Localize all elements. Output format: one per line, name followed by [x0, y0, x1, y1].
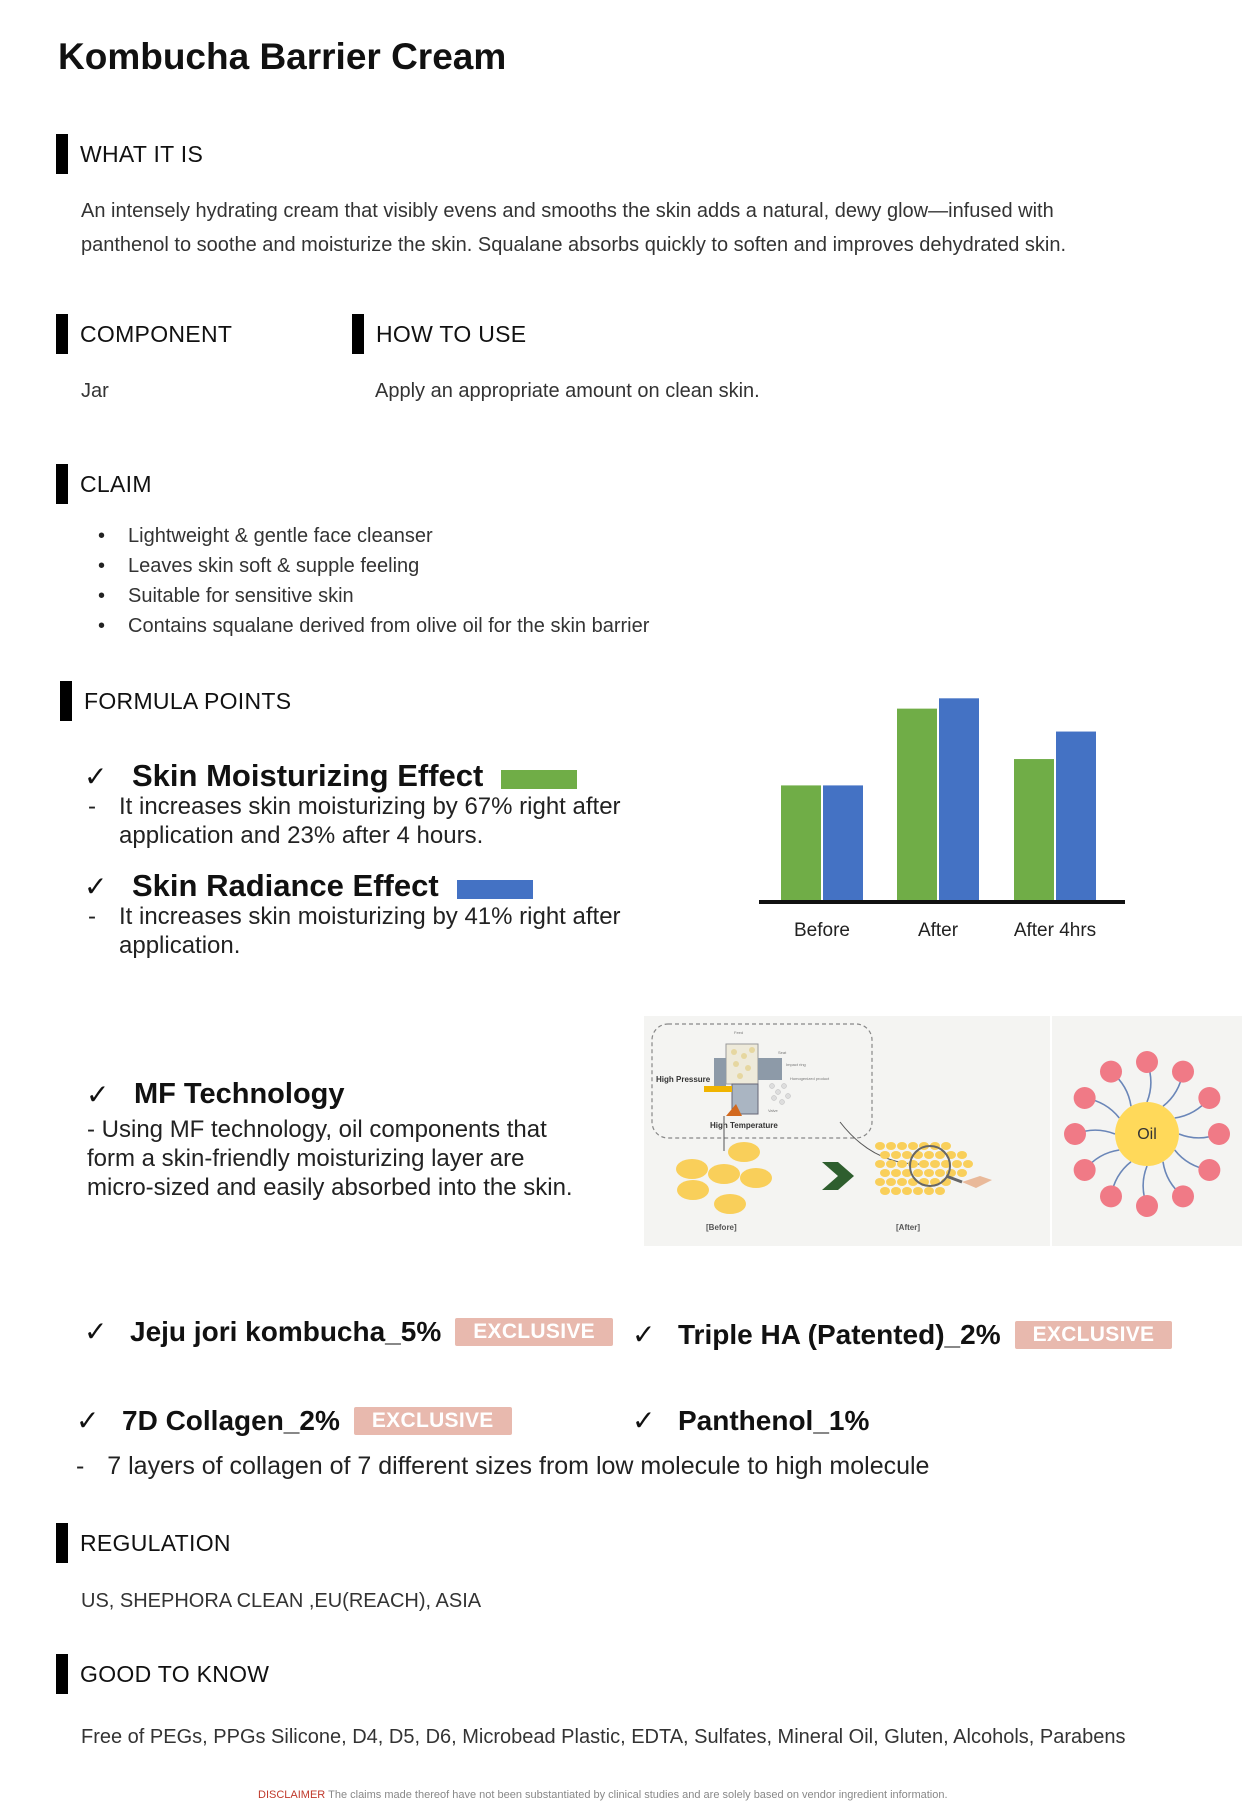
micelle-head: [1208, 1123, 1230, 1145]
section-label: COMPONENT: [80, 320, 233, 347]
claim-item: • Leaves skin soft & supple feeling: [98, 551, 649, 581]
radiance-line-1: It increases skin moisturizing by 41% right after: [119, 903, 621, 930]
small-droplet: [913, 1169, 923, 1177]
label-valve: Valve: [768, 1108, 778, 1113]
radiance-effect-heading: [84, 868, 533, 904]
pressure-arrow: [704, 1086, 732, 1092]
label-high-temperature: High Temperature: [710, 1121, 778, 1130]
small-droplet: [941, 1142, 951, 1150]
small-droplet: [919, 1160, 929, 1168]
small-droplet: [897, 1142, 907, 1150]
disclaimer-text: The claims made thereof have not been substantiated by clinical studies and are solely based on vendor ingredient information.: [328, 1789, 948, 1801]
claim-list: [98, 521, 649, 641]
disclaimer-label: DISCLAIMER: [258, 1789, 326, 1801]
small-droplet: [891, 1187, 901, 1195]
chart-bar-before-series-1: [781, 785, 821, 900]
collagen-description: [76, 1452, 929, 1481]
blue-legend-swatch: [457, 880, 533, 899]
small-droplet: [875, 1142, 885, 1150]
ingredient-collagen: [76, 1404, 512, 1437]
label-after: [After]: [896, 1223, 920, 1232]
ingredient-triple-ha: [632, 1318, 1172, 1351]
disclaimer: [258, 1789, 948, 1801]
small-droplet: [875, 1178, 885, 1186]
micelle-head: [1136, 1051, 1158, 1073]
section-label: REGULATION: [80, 1529, 231, 1556]
dash-bullet: -: [76, 1452, 85, 1480]
chart-bar-after-series-1: [897, 709, 937, 900]
micelle-head: [1100, 1061, 1122, 1083]
moisturizing-bar-chart: [756, 680, 1136, 950]
label-feed: Feed: [734, 1030, 744, 1035]
small-droplet: [891, 1151, 901, 1159]
small-droplet: [880, 1151, 890, 1159]
machine-part-right: [758, 1058, 782, 1080]
small-droplet: [924, 1151, 934, 1159]
good-to-know-value: Free of PEGs, PPGs Silicone, D4, D5, D6, Microbead Plastic, EDTA, Sulfates, Mineral Oil, Gluten, Alcohols, Parabens: [81, 1726, 1126, 1748]
section-label: FORMULA POINTS: [84, 687, 292, 714]
micelle-head: [1172, 1185, 1194, 1207]
small-droplet: [880, 1187, 890, 1195]
section-marker: [352, 314, 364, 354]
small-droplet: [886, 1142, 896, 1150]
description-line-1: An intensely hydrating cream that visibly evens and smooths the skin adds a natural, dewy glow—infused with: [81, 200, 1054, 222]
section-marker: [56, 1523, 68, 1563]
small-droplet: [924, 1169, 934, 1177]
component-value: Jar: [81, 380, 109, 402]
micelle-head: [1074, 1159, 1096, 1181]
check-icon: ✓: [632, 1405, 656, 1436]
micelle-head: [1136, 1195, 1158, 1217]
ingredient-panthenol: [632, 1404, 869, 1437]
ingredient-name: Jeju jori kombucha_5%: [130, 1315, 442, 1347]
small-droplet: [963, 1160, 973, 1168]
moisturizing-effect-title: Skin Moisturizing Effect: [132, 758, 484, 793]
chart-category-label: After: [917, 920, 959, 941]
small-droplet: [957, 1169, 967, 1177]
check-icon: ✓: [84, 870, 108, 902]
section-formula-points: [60, 681, 291, 721]
small-droplet: [886, 1160, 896, 1168]
section-what-it-is: [56, 134, 203, 174]
small-droplet: [902, 1151, 912, 1159]
section-label: GOOD TO KNOW: [80, 1660, 270, 1687]
section-label: CLAIM: [80, 470, 152, 497]
green-legend-swatch: [501, 770, 577, 789]
radiance-effect-title: Skin Radiance Effect: [132, 868, 439, 903]
small-droplet: [886, 1178, 896, 1186]
mf-line-2: form a skin-friendly moisturizing layer are: [87, 1145, 525, 1172]
page-title: Kombucha Barrier Cream: [58, 36, 507, 77]
small-droplet: [913, 1187, 923, 1195]
chart-bar-after-series-2: [939, 698, 979, 900]
label-homogenized: Homogenized product: [790, 1076, 830, 1081]
mf-technology-title: MF Technology: [134, 1078, 345, 1110]
section-marker: [60, 681, 72, 721]
section-marker: [56, 134, 68, 174]
small-droplet: [924, 1187, 934, 1195]
check-icon: ✓: [84, 1316, 108, 1347]
label-seat: Seat: [778, 1050, 787, 1055]
small-droplet: [902, 1187, 912, 1195]
micelle-head: [1198, 1159, 1220, 1181]
claim-item: • Contains squalane derived from olive oil for the skin barrier: [98, 611, 649, 641]
chart-category-labels: [794, 920, 1096, 941]
ingredient-jeju: [84, 1315, 613, 1348]
moisturizing-line-2: application and 23% after 4 hours.: [119, 822, 484, 849]
micelle-head: [1172, 1061, 1194, 1083]
small-droplet: [935, 1169, 945, 1177]
small-droplet: [935, 1187, 945, 1195]
micelle-head: [1198, 1087, 1220, 1109]
small-droplet: [897, 1160, 907, 1168]
check-icon: ✓: [84, 760, 108, 792]
regulation-value: US, SHEPHORA CLEAN ,EU(REACH), ASIA: [81, 1590, 482, 1612]
radiance-line-2: application.: [119, 932, 241, 959]
claim-item: • Lightweight & gentle face cleanser: [98, 521, 649, 551]
oil-label: Oil: [1137, 1126, 1157, 1143]
small-droplet: [891, 1169, 901, 1177]
section-component: [56, 314, 232, 354]
mf-line-3: micro-sized and easily absorbed into the skin.: [87, 1174, 573, 1201]
small-droplet: [880, 1169, 890, 1177]
chart-category-label: Before: [794, 920, 850, 941]
check-icon: ✓: [86, 1079, 110, 1110]
ingredient-name: Panthenol_1%: [678, 1404, 870, 1436]
section-claim: [56, 464, 152, 504]
section-good-to-know: [56, 1654, 269, 1694]
exclusive-badge: EXCLUSIVE: [354, 1407, 512, 1435]
chart-bar-after-4hrs-series-2: [1056, 732, 1096, 900]
small-droplet: [930, 1160, 940, 1168]
chart-bar-before-series-2: [823, 785, 863, 900]
small-droplet: [908, 1142, 918, 1150]
mf-technology-diagram: [644, 1016, 1242, 1246]
moisturizing-effect-description: [88, 792, 648, 850]
section-regulation: [56, 1523, 231, 1563]
small-droplet: [952, 1160, 962, 1168]
exclusive-badge: EXCLUSIVE: [455, 1318, 613, 1346]
chart-bars: [781, 698, 1096, 900]
label-impact-ring: Impact ring: [786, 1062, 806, 1067]
label-before: [Before]: [706, 1223, 737, 1232]
check-icon: ✓: [76, 1405, 100, 1436]
section-marker: [56, 1654, 68, 1694]
exclusive-badge: EXCLUSIVE: [1015, 1321, 1173, 1349]
section-how-to-use: [352, 314, 526, 354]
moisturizing-line-1: It increases skin moisturizing by 67% right after: [119, 793, 621, 820]
chart-category-label: After 4hrs: [1013, 920, 1097, 941]
machine-part-left: [714, 1058, 726, 1088]
chart-bar-after-4hrs-series-1: [1014, 759, 1054, 900]
small-droplet: [897, 1178, 907, 1186]
section-label: WHAT IT IS: [80, 140, 204, 167]
small-droplet: [957, 1151, 967, 1159]
mf-line-1: - Using MF technology, oil components that: [87, 1116, 547, 1143]
micelle-head: [1074, 1087, 1096, 1109]
section-marker: [56, 314, 68, 354]
collagen-description-text: 7 layers of collagen of 7 different sizes from low molecule to high molecule: [107, 1452, 930, 1480]
dash-bullet: -: [88, 903, 96, 930]
micelle-head: [1100, 1185, 1122, 1207]
check-icon: ✓: [632, 1319, 656, 1350]
label-high-pressure: High Pressure: [656, 1075, 711, 1084]
ingredient-name: Triple HA (Patented)_2%: [678, 1318, 1001, 1350]
moisturizing-effect-heading: [84, 758, 577, 794]
ingredient-name: 7D Collagen_2%: [122, 1404, 340, 1436]
micelle-head: [1064, 1123, 1086, 1145]
mf-technology-description: [87, 1115, 573, 1202]
how-to-use-value: Apply an appropriate amount on clean skin.: [375, 380, 760, 402]
dash-bullet: -: [88, 793, 96, 820]
small-droplet: [875, 1160, 885, 1168]
description-line-2: panthenol to soothe and moisturize the skin. Squalane absorbs quickly to soften and improves dehydrated skin.: [81, 234, 1067, 256]
section-marker: [56, 464, 68, 504]
radiance-effect-description: [88, 902, 648, 960]
section-label: HOW TO USE: [376, 320, 527, 347]
mf-technology-heading: [86, 1078, 345, 1111]
claim-item: • Suitable for sensitive skin: [98, 581, 649, 611]
